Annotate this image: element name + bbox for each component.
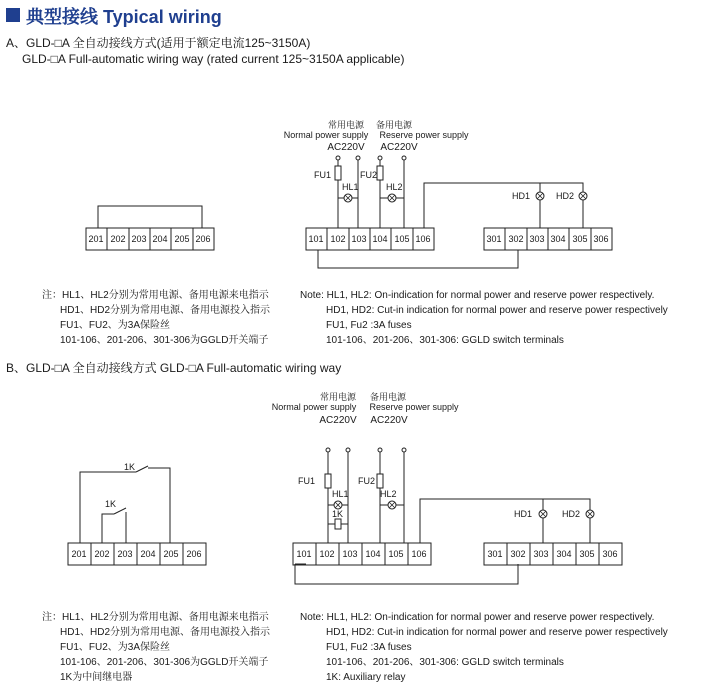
b-t205: 205 [163, 549, 179, 559]
a-note-en-2: HD1, HD2: Cut-in indication for normal power and reserve power respectively [326, 305, 668, 316]
a-voltage-normal: AC220V [327, 142, 365, 153]
a-t203: 203 [131, 234, 147, 244]
b-note-en-1: Note: HL1, HL2: On-indication for normal power and reserve power respectively. [300, 612, 655, 623]
b-hd2-label: HD2 [562, 509, 581, 519]
a-notes-en [300, 288, 668, 348]
b-note-cn-3: FU1、FU2、为3A保险丝 [60, 642, 171, 653]
b-note-cn-1: 注：HL1、HL2分别为常用电源、备用电源来电指示 [42, 612, 269, 623]
a-t102: 102 [330, 234, 346, 244]
b-note-en-5: 1K: Auxiliary relay [326, 672, 406, 683]
wiring-diagram-a [0, 110, 714, 280]
b-t305: 305 [579, 549, 595, 559]
b-t106: 106 [411, 549, 427, 559]
a-t204: 204 [152, 234, 168, 244]
a-t105: 105 [394, 234, 410, 244]
a-t304: 304 [550, 234, 566, 244]
b-t302: 302 [510, 549, 526, 559]
a-t205: 205 [174, 234, 190, 244]
b-notes-en [300, 610, 668, 685]
b-t202: 202 [94, 549, 110, 559]
a-t303: 303 [529, 234, 545, 244]
b-t201: 201 [71, 549, 87, 559]
a-note-en-1: Note: HL1, HL2: On-indication for normal power and reserve power respectively. [300, 290, 655, 301]
a-notes-cn [42, 288, 270, 348]
a-note-en-4: 101-106、201-206、301-306: GGLD switch terminals [326, 335, 564, 346]
b-k-coil-label: 1K [332, 509, 344, 519]
a-t103: 103 [351, 234, 367, 244]
b-t303: 303 [533, 549, 549, 559]
header-square-icon [6, 8, 20, 22]
b-k-left-label: 1K [105, 499, 117, 509]
b-t105: 105 [388, 549, 404, 559]
b-t204: 204 [140, 549, 156, 559]
b-note-cn-2: HD1、HD2分别为常用电源、备用电源投入指示 [60, 627, 271, 638]
a-note-cn-3: FU1、FU2、为3A保险丝 [60, 320, 171, 331]
b-hl1-label: HL1 [332, 489, 349, 499]
a-hl2-label: HL2 [386, 182, 403, 192]
a-power-reserve-cn: 备用电源 [375, 120, 413, 130]
a-t104: 104 [372, 234, 388, 244]
a-note-cn-4: 101-106、201-206、301-306为GGLD开关端子 [60, 335, 269, 346]
a-hd1-label: HD1 [512, 191, 531, 201]
section-b-title: B、GLD-□A 全自动接线方式 GLD-□A Full-automatic wiring way [6, 361, 342, 375]
a-note-en-3: FU1, Fu2 :3A fuses [326, 320, 412, 331]
b-voltage-normal: AC220V [319, 415, 357, 426]
section-a-title-cn: A、GLD-□A 全自动接线方式(适用于额定电流125~3150A) [6, 36, 311, 50]
a-t302: 302 [508, 234, 524, 244]
b-t301: 301 [487, 549, 503, 559]
b-t306: 306 [602, 549, 618, 559]
b-t101: 101 [296, 549, 312, 559]
section-a-title-en: GLD-□A Full-automatic wiring way (rated current 125~3150A applicable) [22, 52, 405, 66]
b-hl2-label: HL2 [380, 489, 397, 499]
b-power-reserve-cn: 备用电源 [369, 392, 407, 402]
a-voltage-reserve: AC220V [380, 142, 418, 153]
a-fu1-label: FU1 [314, 170, 332, 180]
b-fu2-label: FU2 [358, 476, 376, 486]
a-hd2-label: HD2 [556, 191, 575, 201]
b-notes-cn [42, 610, 270, 685]
b-t103: 103 [342, 549, 358, 559]
a-t306: 306 [593, 234, 609, 244]
b-t102: 102 [319, 549, 335, 559]
a-power-reserve-en: Reserve power supply [379, 130, 469, 140]
b-voltage-reserve: AC220V [370, 415, 408, 426]
b-t206: 206 [186, 549, 202, 559]
wiring-diagram-b [0, 388, 714, 593]
a-t301: 301 [486, 234, 502, 244]
b-t104: 104 [365, 549, 381, 559]
b-k-top-label: 1K [124, 462, 136, 472]
a-t202: 202 [110, 234, 126, 244]
b-t304: 304 [556, 549, 572, 559]
b-power-normal-cn: 常用电源 [319, 392, 357, 402]
a-note-cn-2: HD1、HD2分别为常用电源、备用电源投入指示 [60, 305, 271, 316]
a-t206: 206 [195, 234, 211, 244]
b-note-en-4: 101-106、201-206、301-306: GGLD switch terminals [326, 657, 564, 668]
a-t101: 101 [308, 234, 324, 244]
b-power-normal-en: Normal power supply [271, 402, 357, 412]
b-hd1-label: HD1 [514, 509, 533, 519]
b-note-en-3: FU1, Fu2 :3A fuses [326, 642, 412, 653]
a-power-normal-en: Normal power supply [283, 130, 369, 140]
b-note-en-2: HD1, HD2: Cut-in indication for normal power and reserve power respectively [326, 627, 668, 638]
a-fu2-label: FU2 [360, 170, 378, 180]
b-note-cn-5: 1K为中间继电器 [60, 672, 133, 683]
a-hl1-label: HL1 [342, 182, 359, 192]
b-note-cn-4: 101-106、201-206、301-306为GGLD开关端子 [60, 657, 269, 668]
b-power-reserve-en: Reserve power supply [369, 402, 459, 412]
a-note-cn-1: 注：HL1、HL2分别为常用电源、备用电源来电指示 [42, 290, 269, 301]
b-fu1-label: FU1 [298, 476, 316, 486]
page-title: 典型接线 Typical wiring [26, 7, 222, 27]
b-t203: 203 [117, 549, 133, 559]
a-t106: 106 [415, 234, 431, 244]
a-power-normal-cn: 常用电源 [327, 120, 365, 130]
a-t201: 201 [88, 234, 104, 244]
a-t305: 305 [572, 234, 588, 244]
